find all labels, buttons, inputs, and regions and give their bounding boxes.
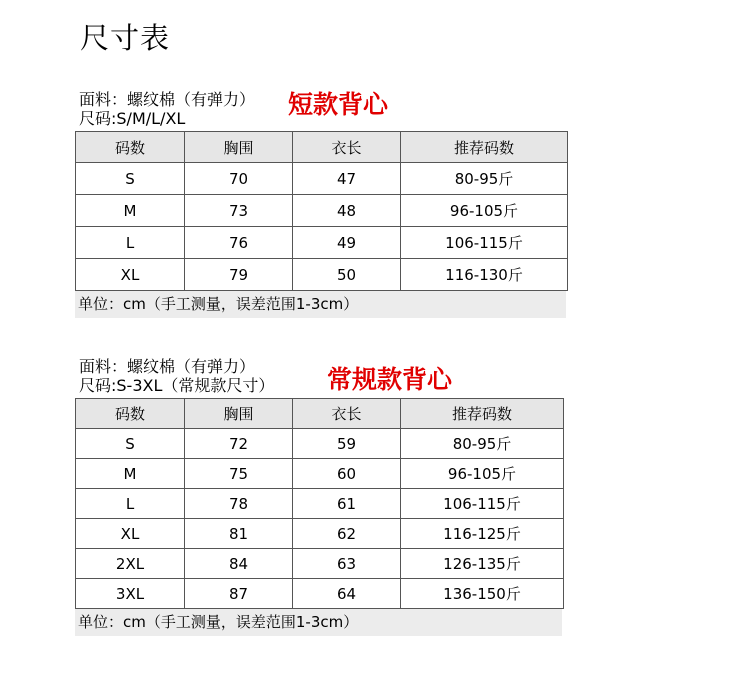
cell-length: 60: [293, 459, 401, 489]
cell-length: 61: [293, 489, 401, 519]
cell-length: 50: [293, 259, 401, 291]
table-row: [76, 227, 568, 259]
header-chest: 胸围: [185, 132, 293, 163]
cell-size: M: [76, 195, 185, 227]
unit-note: 单位：cm（手工测量，误差范围1-3cm）: [75, 609, 562, 636]
unit-note: 单位：cm（手工测量，误差范围1-3cm）: [75, 291, 566, 318]
cell-recommended: 116-130斤: [401, 259, 568, 291]
sizes-line: 尺码:S-3XL（常规款尺寸）: [79, 376, 275, 395]
cell-recommended: 106-115斤: [401, 489, 564, 519]
style-label: 常规款背心: [327, 365, 453, 394]
cell-size: L: [76, 489, 185, 519]
cell-size: L: [76, 227, 185, 259]
cell-length: 59: [293, 429, 401, 459]
table-header-row: [76, 399, 564, 429]
cell-length: 48: [293, 195, 401, 227]
header-recommended: 推荐码数: [401, 132, 568, 163]
table-row: [76, 163, 568, 195]
material-line: 面料：螺纹棉（有弹力）: [79, 357, 256, 376]
style-label: 短款背心: [288, 90, 389, 119]
cell-length: 49: [293, 227, 401, 259]
cell-chest: 70: [185, 163, 293, 195]
cell-length: 47: [293, 163, 401, 195]
cell-chest: 84: [185, 549, 293, 579]
header-recommended: 推荐码数: [401, 399, 564, 429]
table-row: [76, 429, 564, 459]
header-chest: 胸围: [185, 399, 293, 429]
table-row: [76, 489, 564, 519]
page-title: 尺寸表: [80, 21, 171, 55]
cell-size: 3XL: [76, 579, 185, 609]
header-length: 衣长: [293, 132, 401, 163]
cell-recommended: 80-95斤: [401, 429, 564, 459]
cell-chest: 76: [185, 227, 293, 259]
size-section-regular-vest: [75, 357, 564, 636]
cell-size: XL: [76, 259, 185, 291]
cell-length: 64: [293, 579, 401, 609]
size-table: [75, 398, 564, 609]
cell-chest: 72: [185, 429, 293, 459]
cell-recommended: 106-115斤: [401, 227, 568, 259]
cell-chest: 75: [185, 459, 293, 489]
cell-size: S: [76, 163, 185, 195]
header-length: 衣长: [293, 399, 401, 429]
cell-recommended: 136-150斤: [401, 579, 564, 609]
cell-recommended: 126-135斤: [401, 549, 564, 579]
table-header-row: [76, 132, 568, 163]
cell-recommended: 96-105斤: [401, 195, 568, 227]
cell-size: S: [76, 429, 185, 459]
table-row: [76, 459, 564, 489]
size-section-short-vest: [75, 90, 568, 318]
cell-chest: 87: [185, 579, 293, 609]
table-row: [76, 519, 564, 549]
cell-size: M: [76, 459, 185, 489]
table-row: [76, 549, 564, 579]
cell-size: 2XL: [76, 549, 185, 579]
material-line: 面料：螺纹棉（有弹力）: [79, 90, 256, 109]
cell-recommended: 80-95斤: [401, 163, 568, 195]
cell-chest: 79: [185, 259, 293, 291]
table-row: [76, 259, 568, 291]
sizes-line: 尺码:S/M/L/XL: [79, 109, 186, 128]
cell-chest: 73: [185, 195, 293, 227]
cell-length: 62: [293, 519, 401, 549]
table-row: [76, 579, 564, 609]
header-size: 码数: [76, 399, 185, 429]
cell-recommended: 96-105斤: [401, 459, 564, 489]
cell-size: XL: [76, 519, 185, 549]
cell-length: 63: [293, 549, 401, 579]
table-row: [76, 195, 568, 227]
cell-chest: 81: [185, 519, 293, 549]
cell-recommended: 116-125斤: [401, 519, 564, 549]
header-size: 码数: [76, 132, 185, 163]
cell-chest: 78: [185, 489, 293, 519]
size-table: [75, 131, 568, 291]
